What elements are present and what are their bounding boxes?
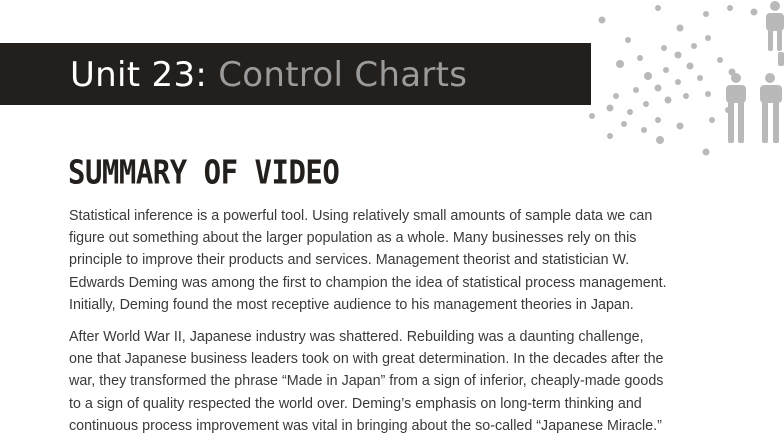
text-line: Initially, Deming found the most receptive audience to his management theories in Japan. [69,296,634,313]
text-line: principle to improve their products and services. Management theorist and statistician W. [69,252,630,269]
summary-text [69,205,729,441]
unit-number: Unit 23: [70,55,219,95]
section-heading: SUMMARY OF VIDEO [68,153,340,192]
people-dots-icon [580,0,784,170]
text-line: figure out something about the larger population as a whole. Many businesses rely on this [69,230,637,247]
unit-name: Control Charts [218,55,468,95]
text-line: Edwards Deming was among the first to champion the idea of statistical process management. [69,274,667,291]
paragraph [69,205,729,316]
unit-title [70,55,467,95]
text-line: After World War II, Japanese industry was shattered. Rebuilding was a daunting challenge, [69,329,644,346]
text-line: continuous process improvement was vital in bringing about the so-called “Japanese Miracle.” [69,417,662,434]
text-line: war, they transformed the phrase “Made in Japan” from a sign of inferior, cheaply-made goods [69,373,664,390]
text-line: to a sign of quality respected the world over. Deming’s emphasis on long-term thinking and [69,395,642,412]
text-line: Statistical inference is a powerful tool. Using relatively small amounts of sample data we can [69,208,653,224]
paragraph [69,326,729,437]
text-line: one that Japanese business leaders took on with great determination. In the decades after the [69,351,664,368]
